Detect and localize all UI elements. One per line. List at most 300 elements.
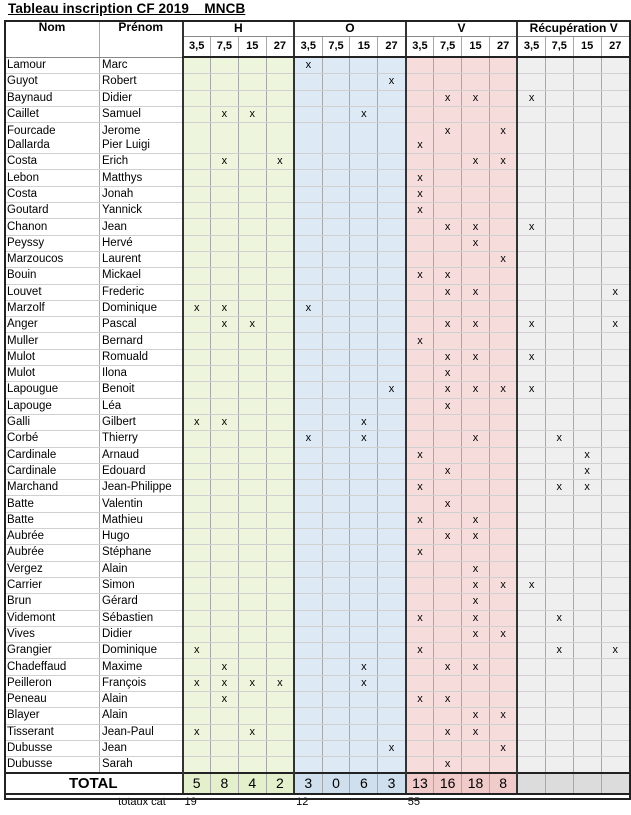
mark-cell	[266, 235, 294, 251]
mark-cell	[266, 268, 294, 284]
mark-line	[378, 124, 404, 138]
cell-nom: Lebon	[5, 170, 100, 186]
mark-line	[267, 124, 293, 138]
mark-cell	[601, 691, 629, 707]
mark-cell	[238, 594, 266, 610]
table-row	[5, 414, 630, 430]
mark-cell	[322, 284, 350, 300]
mark-cell	[183, 251, 211, 267]
mark-cell	[545, 382, 573, 398]
mark-cell	[322, 577, 350, 593]
table-row	[5, 74, 630, 90]
mark-cell	[238, 691, 266, 707]
cell-nom: Corbé	[5, 431, 100, 447]
mark-cell: x	[406, 610, 434, 626]
mark-cell	[294, 577, 322, 593]
mark-cell	[183, 529, 211, 545]
mark-cell	[406, 300, 434, 316]
mark-cell	[183, 106, 211, 122]
mark-cell	[573, 203, 601, 219]
mark-cell	[266, 186, 294, 202]
mark-cell	[434, 123, 462, 154]
mark-cell	[517, 186, 545, 202]
mark-cell: x	[238, 675, 266, 691]
mark-cell	[434, 545, 462, 561]
mark-cell	[573, 333, 601, 349]
cell-nom: Bouin	[5, 268, 100, 284]
mark-cell	[210, 610, 238, 626]
total-value: 3	[378, 773, 406, 794]
mark-cell	[294, 90, 322, 106]
distance-header: 27	[378, 37, 406, 58]
table-row	[5, 708, 630, 724]
cell-nom: Dubusse	[5, 740, 100, 756]
mark-cell	[545, 333, 573, 349]
mark-cell	[238, 480, 266, 496]
mark-cell	[517, 594, 545, 610]
mark-cell	[489, 545, 517, 561]
mark-cell	[462, 414, 490, 430]
mark-cell	[406, 577, 434, 593]
mark-cell	[434, 480, 462, 496]
mark-cell	[517, 610, 545, 626]
cell-nom: Lapougue	[5, 382, 100, 398]
mark-cell	[266, 74, 294, 90]
mark-cell: x	[434, 382, 462, 398]
cell-nom: Marzolf	[5, 300, 100, 316]
mark-cell	[210, 577, 238, 593]
mark-cell	[238, 496, 266, 512]
mark-cell	[266, 643, 294, 659]
mark-cell	[462, 203, 490, 219]
table-row	[5, 659, 630, 675]
cell-prenom: Valentin	[100, 496, 183, 512]
mark-cell	[462, 123, 490, 154]
mark-cell	[238, 349, 266, 365]
mark-cell	[462, 186, 490, 202]
mark-cell	[462, 268, 490, 284]
mark-cell: x	[489, 251, 517, 267]
mark-cell	[489, 480, 517, 496]
mark-cell	[545, 512, 573, 528]
header-row-groups	[5, 20, 630, 37]
mark-cell	[294, 496, 322, 512]
mark-cell: x	[294, 57, 322, 74]
mark-cell	[210, 447, 238, 463]
table-row	[5, 57, 630, 74]
mark-cell: x	[406, 203, 434, 219]
mark-cell	[378, 724, 406, 740]
mark-cell	[350, 545, 378, 561]
mark-cell	[183, 219, 211, 235]
mark-cell	[378, 219, 406, 235]
mark-cell: x	[434, 496, 462, 512]
mark-cell	[183, 398, 211, 414]
group-header-o: O	[294, 20, 406, 37]
mark-cell	[183, 268, 211, 284]
mark-cell	[489, 414, 517, 430]
table-row	[5, 675, 630, 691]
mark-cell	[573, 529, 601, 545]
mark-cell	[322, 480, 350, 496]
mark-cell	[183, 626, 211, 642]
mark-cell	[601, 268, 629, 284]
mark-cell: x	[462, 724, 490, 740]
mark-cell	[462, 74, 490, 90]
mark-cell: x	[573, 447, 601, 463]
mark-cell	[378, 610, 406, 626]
cell-prenom: Léa	[100, 398, 183, 414]
mark-cell	[462, 643, 490, 659]
mark-line	[574, 124, 601, 138]
mark-cell	[183, 366, 211, 382]
mark-cell	[210, 74, 238, 90]
mark-cell	[434, 300, 462, 316]
cell-nom: Peneau	[5, 691, 100, 707]
mark-cell	[489, 512, 517, 528]
mark-cell	[489, 57, 517, 74]
mark-cell	[183, 691, 211, 707]
total-value: 5	[183, 773, 211, 794]
distance-header: 3,5	[406, 37, 434, 58]
cell-prenom: Erich	[100, 154, 183, 170]
mark-cell	[601, 512, 629, 528]
mark-cell	[183, 284, 211, 300]
mark-cell: x	[183, 300, 211, 316]
table-row	[5, 643, 630, 659]
mark-line	[295, 138, 321, 152]
mark-cell	[545, 317, 573, 333]
distance-header: 7,5	[322, 37, 350, 58]
total-row	[5, 773, 630, 794]
table-row	[5, 577, 630, 593]
table-row	[5, 203, 630, 219]
mark-cell	[350, 268, 378, 284]
mark-cell	[434, 610, 462, 626]
mark-cell: x	[434, 90, 462, 106]
mark-cell: x	[350, 431, 378, 447]
mark-cell	[573, 512, 601, 528]
mark-cell	[573, 708, 601, 724]
mark-cell	[350, 480, 378, 496]
mark-cell	[601, 154, 629, 170]
mark-cell	[378, 643, 406, 659]
mark-cell	[294, 757, 322, 774]
cell-prenom: Jonah	[100, 186, 183, 202]
mark-cell	[545, 366, 573, 382]
mark-cell	[294, 333, 322, 349]
mark-cell	[238, 577, 266, 593]
mark-cell	[517, 414, 545, 430]
mark-cell	[601, 57, 629, 74]
mark-cell	[434, 57, 462, 74]
mark-cell	[434, 203, 462, 219]
mark-cell	[406, 414, 434, 430]
mark-cell	[266, 333, 294, 349]
mark-cell: x	[517, 219, 545, 235]
group-header-h: H	[183, 20, 295, 37]
mark-cell	[573, 545, 601, 561]
mark-cell	[322, 740, 350, 756]
table-row	[5, 610, 630, 626]
table-row	[5, 170, 630, 186]
mark-cell	[350, 512, 378, 528]
mark-cell	[294, 740, 322, 756]
mark-cell	[322, 431, 350, 447]
mark-cell: x	[573, 480, 601, 496]
mark-cell	[378, 561, 406, 577]
mark-cell	[545, 496, 573, 512]
mark-cell	[350, 757, 378, 774]
mark-cell	[489, 106, 517, 122]
mark-cell	[238, 57, 266, 74]
mark-cell	[294, 251, 322, 267]
mark-cell	[378, 90, 406, 106]
total-value: 18	[462, 773, 490, 794]
mark-cell: x	[545, 480, 573, 496]
mark-cell	[350, 170, 378, 186]
total-value: 8	[210, 773, 238, 794]
total-value	[545, 773, 573, 794]
mark-cell	[601, 123, 629, 154]
mark-cell	[350, 691, 378, 707]
mark-cell	[238, 643, 266, 659]
mark-cell	[601, 708, 629, 724]
mark-cell	[294, 235, 322, 251]
distance-header: 3,5	[294, 37, 322, 58]
mark-cell	[183, 186, 211, 202]
mark-cell	[322, 366, 350, 382]
mark-cell	[294, 366, 322, 382]
cell-prenom: Dominique	[100, 300, 183, 316]
mark-cell: x	[434, 398, 462, 414]
mark-cell	[601, 659, 629, 675]
mark-cell	[322, 74, 350, 90]
cell-prenom: Gérard	[100, 594, 183, 610]
cell-prenom: Jean	[100, 219, 183, 235]
mark-cell	[434, 447, 462, 463]
mark-cell	[294, 545, 322, 561]
mark-cell	[517, 251, 545, 267]
mark-cell	[322, 626, 350, 642]
mark-cell	[489, 300, 517, 316]
mark-cell	[266, 57, 294, 74]
mark-cell	[294, 480, 322, 496]
cell-prenom: Gilbert	[100, 414, 183, 430]
mark-line	[574, 138, 601, 152]
mark-cell: x	[573, 463, 601, 479]
mark-cell: x	[462, 659, 490, 675]
cell-nom: Videmont	[5, 610, 100, 626]
cell-prenom: Frederic	[100, 284, 183, 300]
mark-cell	[517, 57, 545, 74]
mark-cell	[489, 284, 517, 300]
cell-nom: Cardinale	[5, 447, 100, 463]
mark-cell	[378, 480, 406, 496]
mark-cell	[378, 675, 406, 691]
mark-cell	[573, 251, 601, 267]
cell-prenom: Laurent	[100, 251, 183, 267]
mark-cell: x	[434, 691, 462, 707]
mark-cell	[266, 106, 294, 122]
mark-cell	[517, 300, 545, 316]
mark-cell	[545, 106, 573, 122]
column-header-nom: Nom	[5, 20, 100, 57]
mark-cell	[406, 284, 434, 300]
distance-header: 15	[462, 37, 490, 58]
mark-cell	[266, 300, 294, 316]
mark-cell	[210, 757, 238, 774]
mark-cell	[183, 57, 211, 74]
mark-cell	[462, 447, 490, 463]
mark-cell	[210, 219, 238, 235]
mark-cell	[378, 186, 406, 202]
mark-cell	[545, 577, 573, 593]
mark-cell	[406, 594, 434, 610]
cell-nom: Vives	[5, 626, 100, 642]
registration-table	[4, 20, 629, 810]
table-row	[5, 561, 630, 577]
mark-cell	[489, 366, 517, 382]
mark-cell	[517, 496, 545, 512]
mark-cell	[322, 186, 350, 202]
mark-cell	[601, 724, 629, 740]
mark-line	[295, 124, 321, 138]
column-header-prenom: Prénom	[100, 20, 183, 57]
mark-line	[518, 124, 544, 138]
mark-cell	[322, 447, 350, 463]
mark-line	[602, 124, 629, 138]
mark-cell	[350, 317, 378, 333]
table-row	[5, 545, 630, 561]
mark-cell	[489, 333, 517, 349]
table-row	[5, 235, 630, 251]
mark-cell	[601, 463, 629, 479]
mark-cell	[434, 414, 462, 430]
mark-cell	[406, 463, 434, 479]
cell-prenom: Marc	[100, 57, 183, 74]
cell-prenom: Samuel	[100, 106, 183, 122]
mark-cell	[210, 463, 238, 479]
mark-cell	[406, 496, 434, 512]
mark-cell: x	[434, 529, 462, 545]
mark-cell	[378, 512, 406, 528]
mark-cell	[322, 414, 350, 430]
mark-cell	[601, 382, 629, 398]
cell-prenom: Yannick	[100, 203, 183, 219]
cell-prenom: Bernard	[100, 333, 183, 349]
mark-cell: x	[238, 724, 266, 740]
cell-prenom: Alain	[100, 691, 183, 707]
mark-cell	[545, 203, 573, 219]
mark-cell	[489, 219, 517, 235]
mark-cell	[517, 691, 545, 707]
mark-cell	[489, 610, 517, 626]
total-value: 0	[322, 773, 350, 794]
mark-cell	[462, 463, 490, 479]
mark-cell	[462, 757, 490, 774]
mark-cell	[294, 610, 322, 626]
mark-cell	[322, 235, 350, 251]
mark-cell	[210, 740, 238, 756]
mark-cell	[238, 447, 266, 463]
mark-cell	[210, 349, 238, 365]
mark-cell	[322, 251, 350, 267]
mark-cell	[462, 300, 490, 316]
mark-cell	[210, 398, 238, 414]
mark-line	[490, 138, 516, 152]
mark-cell	[573, 626, 601, 642]
cell-nom: Blayer	[5, 708, 100, 724]
mark-cell	[210, 251, 238, 267]
cell-nom: Lapouge	[5, 398, 100, 414]
mark-cell: x	[434, 724, 462, 740]
mark-cell	[238, 561, 266, 577]
mark-cell: x	[489, 382, 517, 398]
mark-cell	[573, 431, 601, 447]
mark-cell	[294, 382, 322, 398]
mark-cell	[489, 561, 517, 577]
mark-cell	[238, 740, 266, 756]
mark-cell	[434, 512, 462, 528]
mark-cell	[322, 529, 350, 545]
mark-cell	[545, 414, 573, 430]
mark-cell	[573, 577, 601, 593]
sheet-title: Tableau inscription CF 2019 MNCB	[8, 1, 246, 16]
mark-cell	[573, 57, 601, 74]
mark-cell	[238, 431, 266, 447]
mark-cell	[183, 463, 211, 479]
mark-cell	[601, 577, 629, 593]
mark-cell: x	[210, 300, 238, 316]
mark-cell	[266, 757, 294, 774]
mark-cell	[266, 529, 294, 545]
mark-cell	[573, 349, 601, 365]
cell-prenom: Sarah	[100, 757, 183, 774]
mark-cell: x	[434, 349, 462, 365]
cell-nom: Peyssy	[5, 235, 100, 251]
mark-cell: x	[210, 675, 238, 691]
mark-cell: x	[462, 284, 490, 300]
mark-cell	[434, 626, 462, 642]
mark-cell	[489, 643, 517, 659]
mark-cell	[573, 186, 601, 202]
cell-nom: Lamour	[5, 57, 100, 74]
mark-cell	[573, 594, 601, 610]
mark-cell	[238, 300, 266, 316]
mark-cell	[601, 349, 629, 365]
mark-cell	[183, 382, 211, 398]
mark-cell: x	[294, 300, 322, 316]
mark-cell	[294, 447, 322, 463]
mark-line	[184, 138, 210, 152]
mark-cell	[573, 740, 601, 756]
mark-cell	[545, 235, 573, 251]
mark-line	[407, 124, 433, 138]
mark-cell: x	[434, 659, 462, 675]
mark-cell	[294, 284, 322, 300]
mark-cell	[210, 529, 238, 545]
cell-prenom: Arnaud	[100, 447, 183, 463]
mark-cell	[350, 610, 378, 626]
mark-cell	[294, 529, 322, 545]
mark-cell	[517, 170, 545, 186]
mark-cell	[183, 203, 211, 219]
mark-cell	[545, 740, 573, 756]
mark-cell	[489, 463, 517, 479]
mark-line	[239, 138, 266, 152]
table-row	[5, 480, 630, 496]
